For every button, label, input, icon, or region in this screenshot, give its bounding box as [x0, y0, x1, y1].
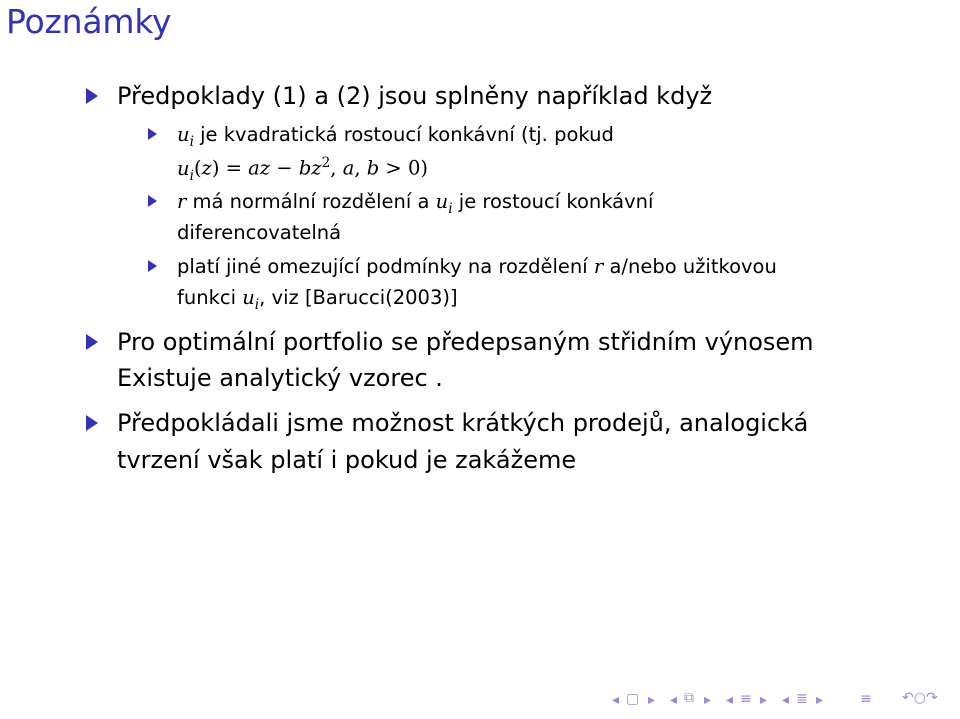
subbullet-triangle-icon — [148, 195, 157, 207]
bullet-triangle-icon — [86, 334, 98, 350]
bullet-2-line-1: Pro optimální portfolio se předepsaným střidním výnosem — [117, 328, 814, 356]
bullet-1-text: Předpoklady (1) a (2) jsou splněny například když — [117, 82, 713, 110]
nav-search-icon[interactable]: ↶○↷ — [902, 690, 938, 706]
navigation-bar — [612, 686, 958, 714]
nav-subsection-icon[interactable]: ≡ — [740, 691, 752, 707]
nav-left-arrow-icon[interactable]: ◂ — [782, 692, 790, 708]
nav-left-arrow-icon[interactable]: ◂ — [612, 692, 620, 708]
subbullet-1-line-1: $u_i$ je kvadratická rostoucí konkávní (tj. pokud — [177, 123, 614, 150]
bullet-triangle-icon — [86, 88, 98, 104]
nav-right-arrow-icon[interactable]: ▸ — [760, 692, 768, 708]
bullet-triangle-icon — [86, 415, 98, 431]
subbullet-triangle-icon — [148, 128, 157, 140]
nav-left-arrow-icon[interactable]: ◂ — [726, 692, 734, 708]
subbullet-triangle-icon — [148, 260, 157, 272]
bullet-2-line-2: Existuje analytický vzorec . — [117, 364, 443, 392]
nav-right-arrow-icon[interactable]: ▸ — [704, 692, 712, 708]
nav-section-icon[interactable]: ≣ — [796, 691, 808, 707]
subbullet-2-line-2: diferencovatelná — [177, 221, 342, 244]
slide-title: Poznámky — [6, 2, 172, 41]
nav-frame-stack-icon[interactable]: ⧉ — [684, 690, 694, 706]
subbullet-3-line-2: funkci $u_i$, viz [Barucci(2003)] — [177, 286, 458, 313]
nav-right-arrow-icon[interactable]: ▸ — [648, 692, 656, 708]
nav-left-arrow-icon[interactable]: ◂ — [670, 692, 678, 708]
nav-right-arrow-icon[interactable]: ▸ — [816, 692, 824, 708]
subbullet-2-line-1: r má normální rozdělení a $u_i$ je rostoucí konkávní — [177, 190, 654, 217]
subbullet-3-line-1: platí jiné omezující podmínky na rozdělení r a/nebo užitkovou — [177, 255, 777, 278]
bullet-3-line-2: tvrzení však platí i pokud je zakážeme — [117, 446, 577, 474]
subbullet-1-line-2: $u_i(z)$ = az − $bz^2$, a, b > 0) — [177, 155, 428, 184]
nav-align-icon[interactable]: ≡ — [860, 691, 872, 707]
nav-frame-icon[interactable]: ▢ — [626, 691, 640, 707]
bullet-3-line-1: Předpokládali jsme možnost krátkých prodejů, analogická — [117, 409, 809, 437]
